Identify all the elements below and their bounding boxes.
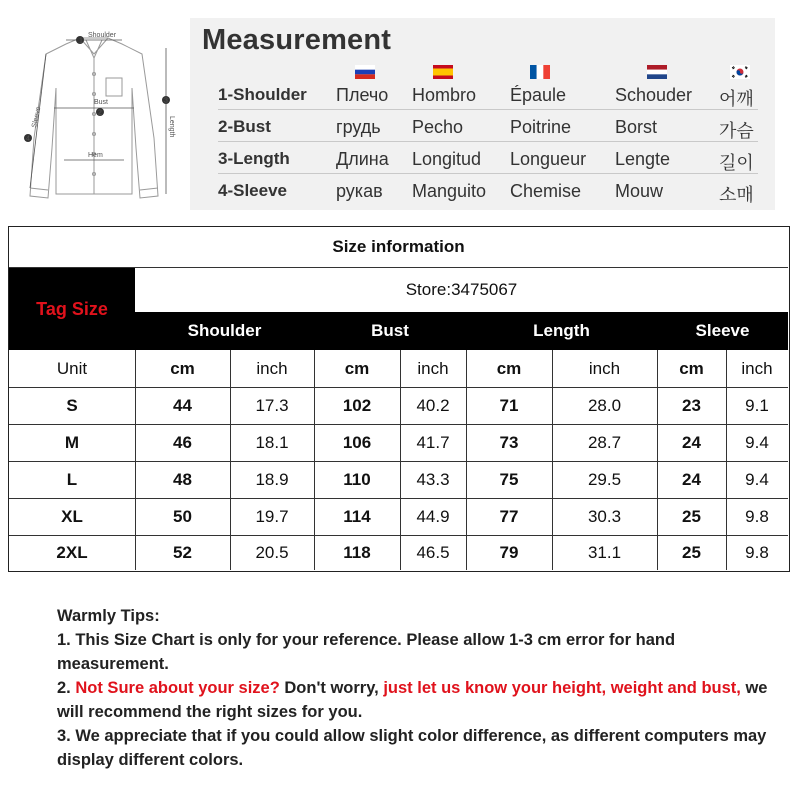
measurement-ru: грудь (336, 117, 381, 137)
unit-cm: cm (344, 358, 370, 378)
sleeve-inch: 9.8 (745, 506, 769, 526)
length-cm: 71 (499, 395, 519, 415)
length-cm: 73 (499, 432, 519, 452)
measurement-title: Measurement (202, 24, 392, 56)
shoulder-cm: 46 (173, 432, 192, 452)
measurement-nl: Borst (615, 117, 658, 137)
measurement-nl: Mouw (615, 181, 664, 201)
tag-size-label: Tag Size (9, 268, 135, 350)
unit-cm: cm (679, 358, 704, 378)
shoulder-inch: 19.7 (255, 506, 289, 526)
size-label: L (66, 469, 78, 489)
shoulder-cm: 44 (173, 395, 192, 415)
bust-inch: 46.5 (416, 542, 450, 562)
bust-cm: 114 (343, 506, 371, 526)
length-inch: 28.7 (587, 432, 622, 452)
measurement-fr: Épaule (510, 85, 567, 105)
russia-flag-icon (355, 65, 375, 79)
measurement-row-bust (218, 114, 778, 142)
bust-marker-number: 2 (98, 109, 102, 117)
shoulder-cm: 52 (173, 542, 192, 562)
size-label: S (66, 395, 78, 415)
measurement-ru: Плечо (336, 85, 389, 105)
diagram-label-bust: Bust (94, 99, 109, 106)
diagram-label-length: Length (168, 116, 175, 138)
bust-cm: 102 (342, 395, 372, 415)
length-inch: 29.5 (587, 469, 622, 489)
bust-cm: 118 (343, 542, 371, 562)
tip-2-number: 2. (57, 679, 76, 697)
measurement-es: Longitud (412, 149, 482, 169)
bust-inch: 43.3 (416, 469, 450, 489)
size-label: XL (61, 506, 83, 526)
bust-inch: 44.9 (416, 506, 450, 526)
sleeve-inch: 9.8 (745, 542, 769, 562)
size-table (8, 226, 790, 572)
tip-2-question: Not Sure about your size? (75, 679, 280, 697)
measurement-row-sleeve (218, 178, 778, 206)
group-header-sleeve: Sleeve (695, 321, 750, 340)
unit-cm: cm (496, 358, 522, 378)
korea-flag-icon (730, 65, 750, 79)
bust-inch: 40.2 (416, 395, 450, 415)
measurement-en: 3-Length (218, 149, 290, 168)
size-label: M (64, 432, 80, 452)
bust-cm: 110 (343, 469, 371, 489)
bust-cm: 106 (342, 432, 372, 452)
bust-inch: 41.7 (416, 432, 450, 452)
length-marker-number: 3 (164, 97, 168, 105)
spain-flag-icon (433, 65, 453, 79)
sleeve-inch: 9.4 (745, 432, 769, 452)
length-inch: 30.3 (587, 506, 622, 526)
tip-2-promise: we will recommend the right sizes for you. (57, 679, 768, 721)
diagram-label-sleeve: Sleeve (31, 106, 43, 129)
shoulder-inch: 17.3 (255, 395, 289, 415)
measurement-es: Hombro (412, 85, 477, 105)
tip-2-reassure: Don't worry, (279, 679, 384, 697)
measurement-row-shoulder (218, 82, 778, 110)
length-cm: 77 (499, 506, 519, 526)
length-cm: 79 (499, 542, 519, 562)
group-header-length: Length (533, 321, 590, 340)
sleeve-cm: 24 (682, 432, 701, 452)
length-inch: 31.1 (587, 542, 622, 562)
shirt-diagram (8, 28, 180, 208)
length-cm: 75 (499, 469, 519, 489)
unit-inch: inch (417, 358, 449, 378)
measurement-ru: рукав (336, 181, 383, 201)
store-id: Store:3475067 (405, 280, 518, 299)
sleeve-cm: 23 (682, 395, 701, 415)
length-inch: 28.0 (587, 395, 622, 415)
measurement-ko: 가슴 (719, 121, 754, 141)
sleeve-inch: 9.1 (745, 395, 769, 415)
netherlands-flag-icon (647, 65, 667, 79)
sleeve-cm: 25 (682, 506, 701, 526)
unit-cm: cm (170, 358, 195, 378)
sleeve-cm: 25 (682, 542, 701, 562)
measurement-fr: Longueur (510, 149, 587, 169)
unit-inch: inch (741, 358, 773, 378)
shoulder-cm: 50 (173, 506, 192, 526)
size-table-title: Size information (332, 237, 465, 256)
measurement-ko: 소매 (719, 185, 754, 205)
france-flag-icon (530, 65, 550, 79)
diagram-label-shoulder: Shoulder (88, 32, 117, 39)
measurement-en: 4-Sleeve (218, 181, 287, 200)
sleeve-cm: 24 (682, 469, 701, 489)
shoulder-cm: 48 (173, 469, 192, 489)
measurement-row-length (218, 146, 778, 174)
tip-2-request: just let us know your height, weight and bust, (383, 679, 741, 697)
group-header-bust: Bust (371, 321, 409, 340)
measurement-panel (0, 0, 800, 210)
measurement-nl: Schouder (615, 85, 693, 105)
tip-1: 1. This Size Chart is only for your reference. Please allow 1-3 cm error for hand measurement. (57, 631, 676, 673)
measurement-nl: Lengte (615, 149, 671, 169)
warmly-tips (57, 604, 777, 772)
tips-heading: Warmly Tips: (57, 607, 160, 625)
measurement-fr: Chemise (510, 181, 582, 201)
group-header-shoulder: Shoulder (187, 321, 262, 340)
unit-inch: inch (256, 358, 288, 378)
shirt-pocket (106, 78, 122, 96)
unit-inch: inch (588, 358, 621, 378)
sleeve-marker-number: 4 (26, 135, 30, 143)
measurement-es: Pecho (412, 117, 464, 137)
sleeve-inch: 9.4 (745, 469, 769, 489)
diagram-label-hem: Hem (88, 152, 103, 159)
shoulder-inch: 18.9 (255, 469, 289, 489)
measurement-ko: 어깨 (719, 89, 754, 109)
shirt-collar (80, 38, 108, 58)
measurement-ru: Длина (336, 149, 389, 169)
size-label: 2XL (56, 542, 88, 562)
measurement-en: 2-Bust (218, 117, 271, 136)
measurement-ko: 길이 (719, 153, 754, 173)
shoulder-inch: 18.1 (255, 432, 289, 452)
unit-label: Unit (56, 358, 88, 378)
measurement-en: 1-Shoulder (218, 85, 307, 104)
shoulder-inch: 20.5 (255, 542, 289, 562)
shoulder-marker-number: 1 (79, 37, 83, 45)
tip-3: 3. We appreciate that if you could allow slight color difference, as different computers may display different colors. (57, 727, 767, 769)
tip-2 (57, 676, 777, 724)
measurement-es: Manguito (412, 181, 487, 201)
measurement-fr: Poitrine (510, 117, 572, 137)
